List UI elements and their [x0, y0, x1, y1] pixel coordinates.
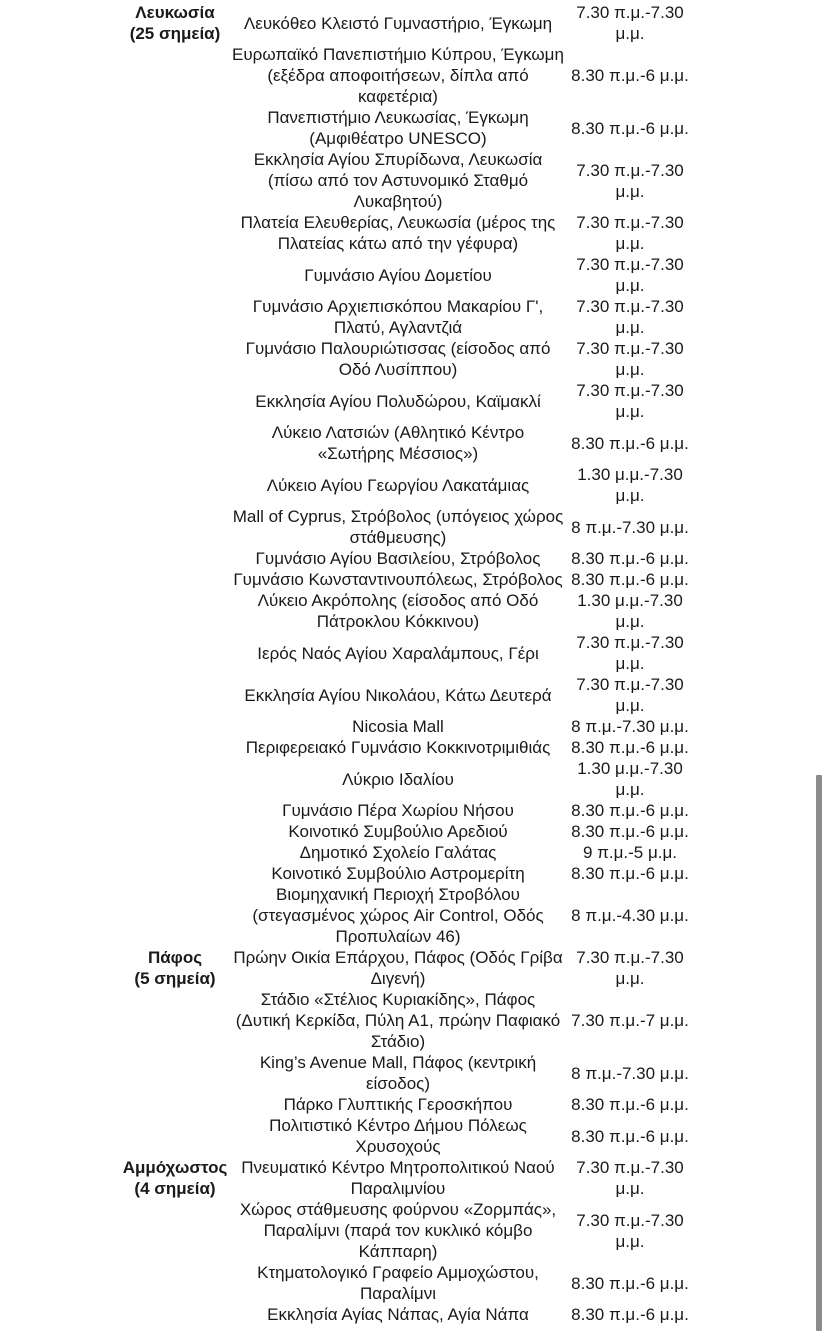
table-row [232, 590, 828, 632]
region-point-count: (25 σημεία) [129, 24, 221, 43]
table-row [232, 464, 828, 506]
region-label [118, 2, 232, 44]
section-rows [232, 947, 828, 1157]
table-row [232, 863, 828, 884]
hours-cell: 8 π.μ.-7.30 μ.μ. [571, 1063, 689, 1083]
hours-cell: 8.30 π.μ.-6 μ.μ. [571, 822, 689, 841]
location-cell: Γυμνάσιο Αγίου Δομετίου [304, 265, 492, 285]
location-cell: Κοινοτικό Συμβούλιο Αστρομερίτη [271, 864, 525, 883]
location-cell: Εκκλησία Αγίου Σπυρίδωνα, Λευκωσία (πίσω από τον Αστυνομικό Σταθμό Λυκαβητού) [253, 150, 543, 211]
table-row [232, 149, 828, 212]
location-cell: Mall of Cyprus, Στρόβολος (υπόγειος χώρος στάθμευσης) [232, 507, 564, 547]
hours-cell: 7.30 π.μ.-7.30 μ.μ. [576, 675, 684, 715]
hours-cell: 7.30 π.μ.-7.30 μ.μ. [576, 255, 684, 295]
hours-cell: 7.30 π.μ.-7.30 μ.μ. [576, 948, 684, 988]
hours-cell: 7.30 π.μ.-7.30 μ.μ. [576, 3, 684, 43]
table-row [232, 107, 828, 149]
table-row [232, 674, 828, 716]
location-cell: Πνευματικό Κέντρο Μητροπολιτικού Ναού Παραλιμνίου [241, 1158, 555, 1198]
location-cell: Εκκλησία Αγίου Νικολάου, Κάτω Δευτερά [244, 685, 552, 705]
location-cell: Πλατεία Ελευθερίας, Λευκωσία (μέρος της Πλατείας κάτω από την γέφυρα) [240, 213, 556, 253]
location-cell: Γυμνάσιο Κωνσταντινουπόλεως, Στρόβολος [233, 570, 563, 589]
table-row [232, 737, 828, 758]
table-row [232, 422, 828, 464]
location-cell: Χώρος στάθμευσης φούρνου «Ζορμπάς», Παραλίμνι (παρά τον κυκλικό κόμβο Κάππαρη) [239, 1200, 557, 1261]
location-cell: Πάρκο Γλυπτικής Γεροσκήπου [283, 1095, 513, 1114]
region-name: Αμμόχωστος [122, 1158, 228, 1177]
location-cell: King’s Avenue Mall, Πάφος (κεντρική είσοδος) [259, 1053, 537, 1093]
scrollbar-thumb[interactable] [816, 775, 822, 1331]
location-cell: Βιομηχανική Περιοχή Στροβόλου (στεγασμένος χώρος Air Control, Οδός Προπυλαίων 46) [252, 885, 544, 946]
table-row [232, 212, 828, 254]
hours-cell: 8.30 π.μ.-6 μ.μ. [571, 738, 689, 757]
table-row [232, 989, 828, 1052]
location-cell: Ιερός Ναός Αγίου Χαραλάμπους, Γέρι [257, 643, 539, 663]
location-cell: Ευρωπαϊκό Πανεπιστήμιο Κύπρου, Έγκωμη (εξέδρα αποφοιτήσεων, δίπλα από καφετέρια) [232, 45, 564, 106]
hours-cell: 1.30 μ.μ.-7.30 μ.μ. [577, 759, 683, 799]
location-cell: Κτηματολογικό Γραφείο Αμμοχώστου, Παραλίμνι [257, 1263, 539, 1303]
table-row [232, 821, 828, 842]
location-cell: Γυμνάσιο Πέρα Χωρίου Νήσου [282, 801, 514, 820]
hours-cell: 7.30 π.μ.-7.30 μ.μ. [576, 339, 684, 379]
hours-cell: 8.30 π.μ.-6 μ.μ. [571, 433, 689, 453]
table-row [232, 632, 828, 674]
hours-cell: 7.30 π.μ.-7.30 μ.μ. [576, 381, 684, 421]
table-row [232, 1094, 828, 1115]
table-row [232, 884, 828, 947]
table-row [232, 716, 828, 737]
hours-cell: 1.30 μ.μ.-7.30 μ.μ. [577, 591, 683, 631]
hours-cell: 8.30 π.μ.-6 μ.μ. [571, 1126, 689, 1146]
region-point-count: (5 σημεία) [134, 969, 216, 988]
region-point-count: (4 σημεία) [134, 1179, 216, 1198]
location-cell: Γυμνάσιο Αρχιεπισκόπου Μακαρίου Γ', Πλατύ, Αγλαντζιά [252, 297, 544, 337]
hours-cell: 8 π.μ.-7.30 μ.μ. [571, 717, 689, 736]
hours-cell: 7.30 π.μ.-7 μ.μ. [571, 1011, 689, 1030]
section-rows [232, 1157, 828, 1325]
table-row [232, 254, 828, 296]
table-row [232, 548, 828, 569]
hours-cell: 7.30 π.μ.-7.30 μ.μ. [576, 633, 684, 673]
location-cell: Nicosia Mall [352, 717, 444, 736]
location-cell: Λύκριο Ιδαλίου [342, 769, 454, 789]
region-label [118, 947, 232, 989]
table-row [232, 380, 828, 422]
table-row [232, 1199, 828, 1262]
location-cell: Πανεπιστήμιο Λευκωσίας, Έγκωμη (Αμφιθέατρο UNESCO) [267, 108, 529, 148]
table-row [232, 506, 828, 548]
table-row [232, 947, 828, 989]
table-row [232, 1157, 828, 1199]
hours-cell: 1.30 μ.μ.-7.30 μ.μ. [577, 465, 683, 505]
region-name: Λευκωσία [135, 3, 215, 22]
hours-cell: 8.30 π.μ.-6 μ.μ. [571, 1095, 689, 1114]
table-row [232, 1052, 828, 1094]
hours-cell: 8.30 π.μ.-6 μ.μ. [571, 118, 689, 138]
region-name: Πάφος [147, 948, 203, 967]
hours-cell: 8.30 π.μ.-6 μ.μ. [571, 549, 689, 568]
table-row [232, 569, 828, 590]
hours-cell: 7.30 π.μ.-7.30 μ.μ. [576, 1210, 684, 1251]
table-row [232, 1262, 828, 1304]
hours-cell: 8.30 π.μ.-6 μ.μ. [571, 66, 689, 85]
table-row [232, 44, 828, 107]
hours-cell: 8.30 π.μ.-6 μ.μ. [571, 570, 689, 589]
location-cell: Γυμνάσιο Αγίου Βασιλείου, Στρόβολος [255, 549, 541, 568]
table-row [232, 800, 828, 821]
table-row [232, 296, 828, 338]
table-row [232, 1115, 828, 1157]
hours-cell: 8.30 π.μ.-6 μ.μ. [571, 1273, 689, 1293]
location-cell: Περιφερειακό Γυμνάσιο Κοκκινοτριμιθιάς [245, 738, 551, 757]
hours-cell: 7.30 π.μ.-7.30 μ.μ. [576, 160, 684, 201]
hours-cell: 8 π.μ.-4.30 μ.μ. [571, 906, 689, 925]
table-section [0, 2, 828, 947]
section-rows [232, 2, 828, 947]
hours-cell: 7.30 π.μ.-7.30 μ.μ. [576, 213, 684, 253]
location-cell: Δημοτικό Σχολείο Γαλάτας [299, 843, 497, 862]
table-row [232, 842, 828, 863]
hours-cell: 7.30 π.μ.-7.30 μ.μ. [576, 1158, 684, 1198]
location-cell: Πολιτιστικό Κέντρο Δήμου Πόλεως Χρυσοχούς [269, 1116, 527, 1156]
location-cell: Λύκειο Λατσιών (Αθλητικό Κέντρο «Σωτήρης Μέσσιος») [271, 423, 525, 463]
location-cell: Πρώην Οικία Επάρχου, Πάφος (Οδός Γρίβα Διγενή) [233, 948, 563, 988]
hours-cell: 8.30 π.μ.-6 μ.μ. [571, 864, 689, 883]
location-cell: Κοινοτικό Συμβούλιο Αρεδιού [288, 822, 508, 841]
table-row [232, 758, 828, 800]
table-row [232, 338, 828, 380]
hours-cell: 8.30 π.μ.-6 μ.μ. [571, 1305, 689, 1324]
hours-cell: 7.30 π.μ.-7.30 μ.μ. [576, 297, 684, 337]
table-section [0, 1157, 828, 1325]
location-cell: Εκκλησία Αγίας Νάπας, Αγία Νάπα [267, 1305, 529, 1324]
table-row [232, 2, 828, 44]
location-cell: Λύκειο Ακρόπολης (είσοδος από Οδό Πάτροκλου Κόκκινου) [257, 591, 539, 631]
location-cell: Λευκόθεο Κλειστό Γυμναστήριο, Έγκωμη [243, 13, 553, 33]
location-cell: Γυμνάσιο Παλουριώτισσας (είσοδος από Οδό Λυσίππου) [245, 339, 551, 379]
location-cell: Λύκειο Αγίου Γεωργίου Λακατάμιας [266, 475, 530, 495]
table-section [0, 947, 828, 1157]
hours-cell: 9 π.μ.-5 μ.μ. [582, 843, 678, 862]
location-cell: Εκκλησία Αγίου Πολυδώρου, Καϊμακλί [255, 391, 541, 411]
table-row [232, 1304, 828, 1325]
region-label [118, 1157, 232, 1199]
hours-cell: 8 π.μ.-7.30 μ.μ. [571, 517, 689, 537]
hours-cell: 8.30 π.μ.-6 μ.μ. [571, 801, 689, 820]
location-cell: Στάδιο «Στέλιος Κυριακίδης», Πάφος (Δυτική Κερκίδα, Πύλη Α1, πρώην Παφιακό Στάδιο) [235, 990, 561, 1051]
